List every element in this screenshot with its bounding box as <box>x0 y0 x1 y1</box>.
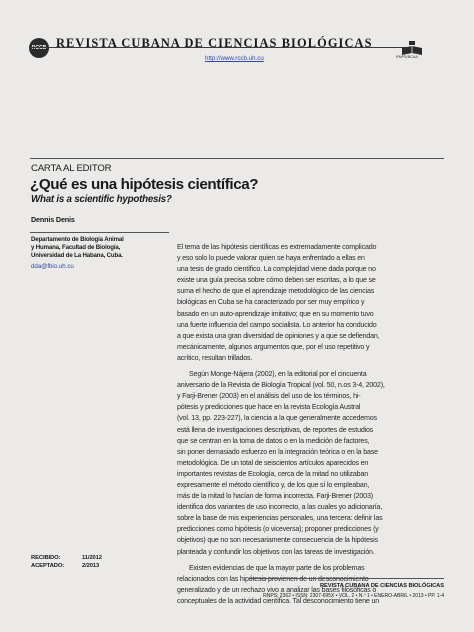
body-line: mecánicamente, algunos argumentos que, por el uso repetitivo y <box>177 342 370 351</box>
body-line: está llena de investigaciones descriptivas, de reportes de estudios <box>177 425 374 434</box>
body-line: expresamente el método científico y, de los que sí lo empleaban, <box>177 480 370 489</box>
body-line: objetivos) que no son necesariamente consecuencia de la hipótesis <box>177 536 378 545</box>
body-line: y eso solo lo puede valorar quien se haya enfrentado a ellas en <box>177 254 365 263</box>
body-paragraph <box>177 242 445 364</box>
received-date-row <box>31 555 102 563</box>
article-subtitle: What is a scientific hypothesis? <box>31 194 172 205</box>
body-line: una fuerte influencia del campo socialista. Lo anterior ha conducido <box>177 320 377 329</box>
author-affiliation <box>31 236 171 260</box>
journal-title: REVISTA CUBANA DE CIENCIAS BIOLÓGICAS <box>56 36 373 50</box>
section-divider <box>30 158 444 159</box>
body-line: pótesis y predicciones que hace en la revista Ecología Austral <box>177 403 361 412</box>
affiliation-line: y Humana, Facultad de Biología, <box>31 244 121 252</box>
affiliation-divider <box>30 232 169 233</box>
header-divider <box>30 47 414 48</box>
body-line: metodológica. De un total de seiscientos artículos aparecidos en <box>177 458 369 467</box>
body-line: acrítico, resultan trillados. <box>177 353 253 362</box>
body-line: Existen evidencias de que la mayor parte de los problemas <box>189 563 365 572</box>
body-line: conceptuales de la actividad científica. Tal desconocimiento tiene un <box>177 596 379 605</box>
article-body <box>177 242 445 607</box>
body-line: biológicas en Cuba se ha caracterizado por ser muy empírico y <box>177 298 365 307</box>
journal-url-link[interactable]: http://www.rccb.uh.cu <box>205 55 264 62</box>
footer-publication-info: RNPS: 2362 • ISSN: 2307-695X • VOL. 2 • N.º 1 • ENERO-ABRIL • 2013 • PP. 1-4 <box>263 593 444 599</box>
article-title: ¿Qué es una hipótesis científica? <box>30 176 259 193</box>
body-line: El tema de las hipótesis científicas es extremadamente complicado <box>177 243 377 251</box>
submission-dates <box>31 555 102 570</box>
journal-logo-text: RCCB <box>31 45 47 51</box>
footer-journal-title: REVISTA CUBANA DE CIENCIAS BIOLÓGICAS <box>319 583 444 589</box>
body-line: sin poner demasiado esfuerzo en la integración teórica o en la base <box>177 447 378 456</box>
received-label: RECIBIDO: <box>31 555 61 561</box>
affiliation-line: Departamento de Biología Animal <box>31 236 124 243</box>
body-paragraph <box>177 369 445 558</box>
body-line: predicciones como hipótesis (o viceversa); proponer predicciones (y <box>177 525 379 534</box>
body-line: suma el hecho de que el aprendizaje metodológico de las ciencias <box>177 287 375 296</box>
body-line: más de la mitad lo hacían de forma incorrecta. Farji-Brener (2003) <box>177 492 373 501</box>
body-line: importantes revistas de Ecología, cerca de la mitad no utilizaban <box>177 469 368 478</box>
accepted-label: ACEPTADO: <box>31 562 65 569</box>
received-value: 11/2012 <box>82 555 102 561</box>
publisher-label: RNPS/BCAA <box>396 55 418 59</box>
body-line: generalizado y de un rechazo vivo a analizar las bases filosóficas o <box>177 585 377 594</box>
author-email-link[interactable]: dda@fbio.uh.cu <box>31 263 74 270</box>
body-line: que se centran en la toma de datos o en la medición de factores, <box>177 436 370 445</box>
body-line: y Farji-Brener (2003) en el análisis del uso de los términos, hi- <box>177 392 361 401</box>
affiliation-line: Universidad de La Habana, Cuba. <box>31 252 123 260</box>
body-line: relacionados con las hipótesis provienen de un desconocimiento <box>177 574 369 583</box>
body-line: basado en un auto-aprendizaje imitativo; que en su momento tuvo <box>177 309 374 318</box>
section-label: CARTA AL EDITOR <box>31 163 112 174</box>
body-line: existe una guía precisa sobre cómo deben ser escritas, a lo que se <box>177 276 376 285</box>
body-line: planteada y confundir los objetivos con las tareas de investigación. <box>177 547 375 556</box>
body-line: identifica dos variantes de uso incorrecto, a las cuales yo adicionaría, <box>177 503 383 512</box>
body-line: aniversario de la Revista de Biología Tropical (vol. 50, n.os 3-4, 2002), <box>177 381 385 390</box>
body-line: Según Monge-Nájera (2002), en la editorial por el cincuenta <box>189 370 367 379</box>
journal-logo <box>29 38 49 58</box>
body-line: a que exista una gran diversidad de opiniones y a que se defiendan, <box>177 331 380 340</box>
body-line: una tesis de grado científico. La complejidad viene dada porque no <box>177 265 376 274</box>
footer-divider <box>250 578 444 579</box>
body-line: sobre la base de mis experiencias personales, una tercera: definir las <box>177 514 383 523</box>
accepted-date-row <box>31 563 102 571</box>
body-line: (vol. 13, pp. 223-227), la ciencia a la que generalmente accedemos <box>177 414 377 423</box>
accepted-value: 2/2013 <box>82 562 100 569</box>
author-name: Dennis Denis <box>31 215 75 224</box>
